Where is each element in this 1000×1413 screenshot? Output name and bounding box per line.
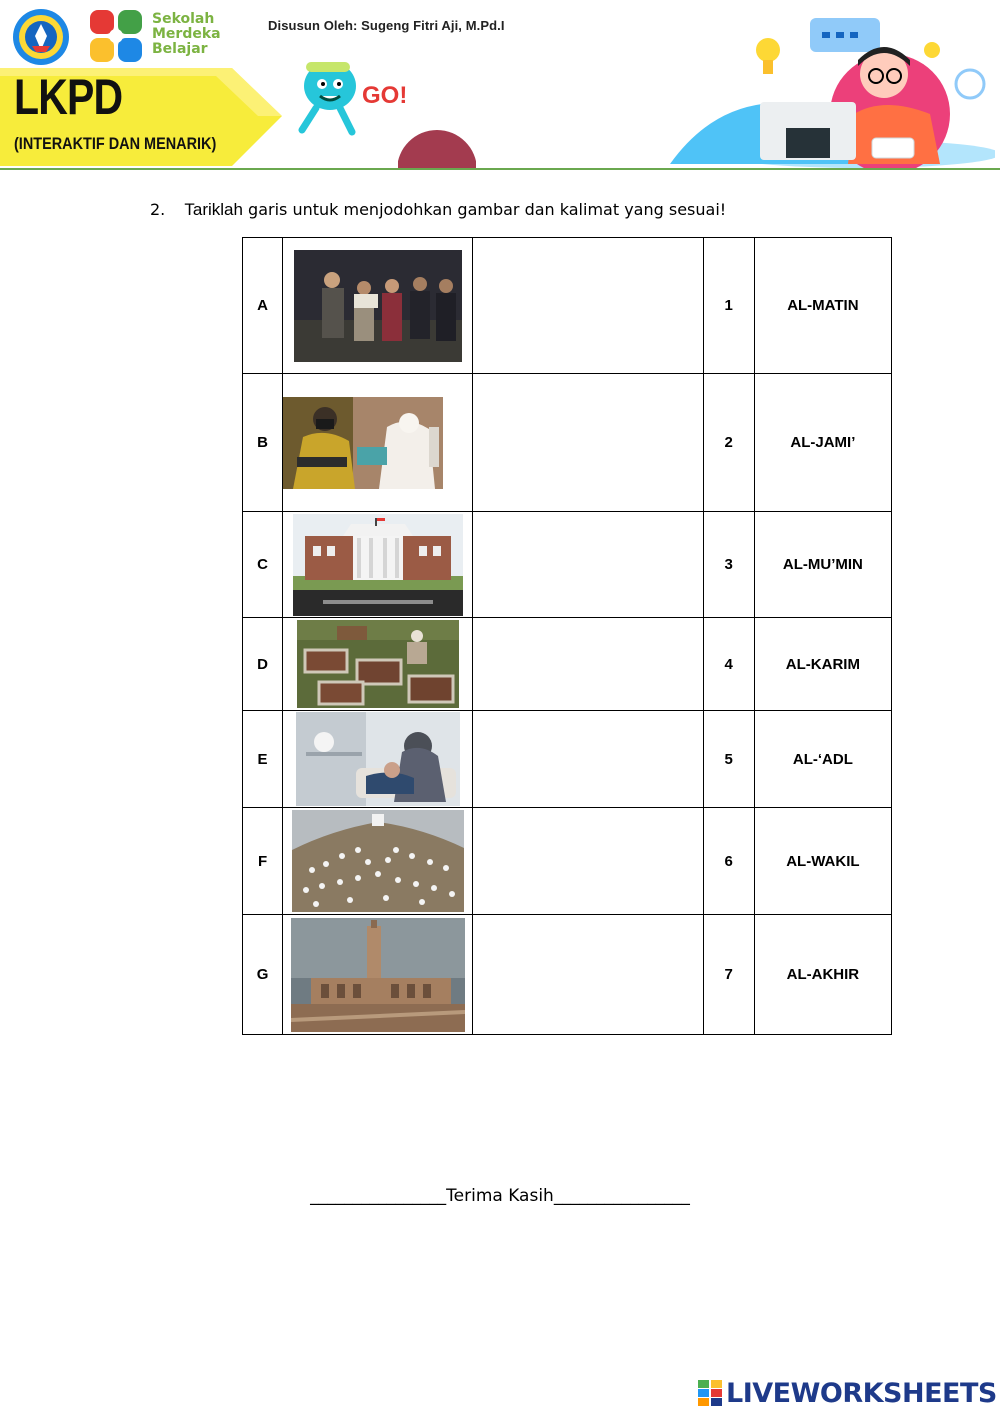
wordmark-line: Merdeka <box>152 26 221 42</box>
thank-you-line: ________________Terima Kasih________________ <box>310 1186 690 1206</box>
row-number: 6 <box>703 808 754 915</box>
photo-crowd-on-mount-arafah <box>292 810 464 912</box>
answer-line-area[interactable] <box>473 374 703 512</box>
table-row <box>243 238 892 374</box>
lkpd-subtitle: (INTERAKTIF DAN MENARIK) <box>14 134 217 153</box>
header-divider <box>0 168 1000 170</box>
answer-line-area[interactable] <box>473 915 703 1035</box>
answer-line-area[interactable] <box>473 711 703 808</box>
row-number: 3 <box>703 512 754 618</box>
asmaul-husna-name: AL-WAKIL <box>754 808 891 915</box>
table-row <box>243 512 892 618</box>
asmaul-husna-name: AL-KARIM <box>754 618 891 711</box>
photo-official-handing-gift-to-elder <box>283 397 443 489</box>
row-letter: A <box>243 238 283 374</box>
merdeka-belajar-logo <box>86 6 148 68</box>
decorative-half-circle <box>398 98 476 168</box>
question-number: 2. <box>150 200 166 219</box>
row-letter: G <box>243 915 283 1035</box>
answer-line-area[interactable] <box>473 512 703 618</box>
row-image-cell <box>283 808 473 915</box>
photo-mother-with-sick-child <box>296 712 460 806</box>
go-label: GO! <box>362 82 408 109</box>
wordmark-line: Sekolah <box>152 11 215 27</box>
asmaul-husna-name: AL-MU’MIN <box>754 512 891 618</box>
row-letter: E <box>243 711 283 808</box>
row-number: 1 <box>703 238 754 374</box>
instruction-text: garis untuk menjodohkan gambar dan kalimat yang sesuai! <box>248 200 727 219</box>
matching-table <box>242 237 892 1035</box>
answer-line-area[interactable] <box>473 808 703 915</box>
asmaul-husna-name: AL-MATIN <box>754 238 891 374</box>
row-letter: B <box>243 374 283 512</box>
liveworksheets-logo-icon <box>698 1380 722 1406</box>
row-image-cell <box>283 512 473 618</box>
photo-grand-mosque-minaret <box>291 918 465 1032</box>
question-instruction <box>150 200 726 220</box>
row-image-cell <box>283 618 473 711</box>
liveworksheets-brand <box>698 1376 997 1410</box>
tut-wuri-handayani-logo <box>12 6 70 68</box>
asmaul-husna-name: AL-AKHIR <box>754 915 891 1035</box>
table-row <box>243 618 892 711</box>
asmaul-husna-name: AL-‘ADL <box>754 711 891 808</box>
page-header <box>0 0 1000 172</box>
photo-night-group-distribution <box>294 250 462 362</box>
asmaul-husna-name: AL-JAMI’ <box>754 374 891 512</box>
lkpd-title: LKPD <box>14 69 123 125</box>
row-letter: C <box>243 512 283 618</box>
answer-line-area[interactable] <box>473 618 703 711</box>
row-number: 7 <box>703 915 754 1035</box>
table-row <box>243 711 892 808</box>
liveworksheets-wordmark: LIVEWORKSHEETS <box>726 1377 997 1409</box>
photo-courthouse-building <box>293 514 463 616</box>
row-image-cell <box>283 238 473 374</box>
table-row <box>243 808 892 915</box>
row-number: 4 <box>703 618 754 711</box>
photo-cemetery-graves <box>297 620 459 708</box>
row-number: 5 <box>703 711 754 808</box>
row-letter: D <box>243 618 283 711</box>
person-at-computer-illustration <box>610 4 995 168</box>
table-row <box>243 374 892 512</box>
wordmark-line: Belajar <box>152 41 208 57</box>
running-mascot-icon <box>290 52 366 136</box>
row-number: 2 <box>703 374 754 512</box>
answer-line-area[interactable] <box>473 238 703 374</box>
instruction-keyword: Tariklah <box>184 200 243 219</box>
row-image-cell <box>283 915 473 1035</box>
merdeka-belajar-wordmark <box>152 12 221 57</box>
table-row <box>243 915 892 1035</box>
author-credit: Disusun Oleh: Sugeng Fitri Aji, M.Pd.I <box>268 18 505 33</box>
row-letter: F <box>243 808 283 915</box>
row-image-cell <box>283 711 473 808</box>
row-image-cell <box>283 374 473 512</box>
